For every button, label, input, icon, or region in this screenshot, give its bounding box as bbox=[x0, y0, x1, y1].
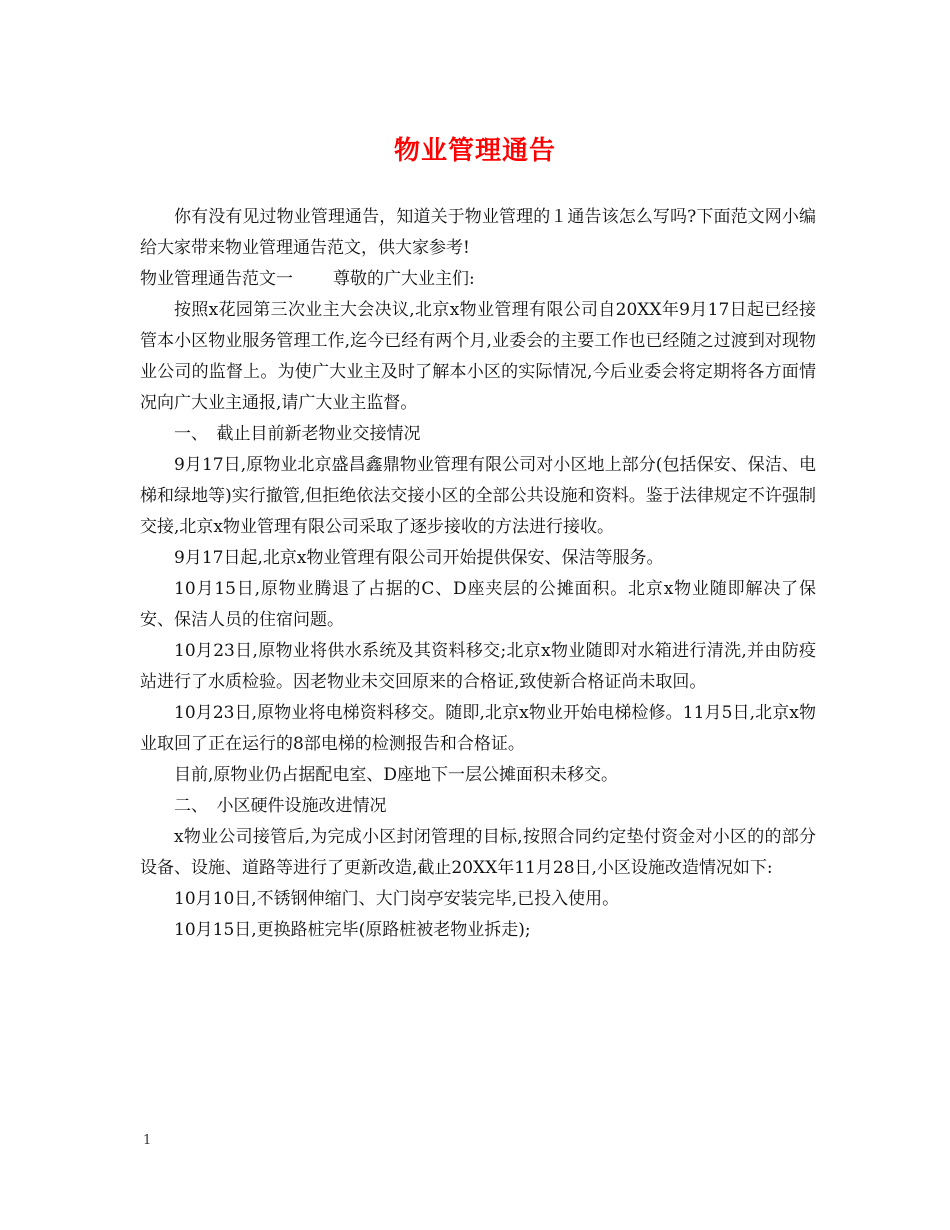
paragraph: 10月15日,更换路桩完毕(原路桩被老物业拆走); bbox=[174, 920, 531, 940]
paragraph: 9月17日,原物业北京盛昌鑫鼎物业管理有限公司对小区地上部分(包括保安、保洁、电梯和绿地等)实行撤管,但拒绝依法交接小区的全部公共设施和资料。鉴于法律规定不许强制交接,北京x物业管理有限公司采取了逐步接收的方法进行接收。 bbox=[140, 455, 816, 537]
section-heading: 二、 小区硬件设施改进情况 bbox=[174, 796, 387, 816]
page-title: 物业管理通告 bbox=[393, 136, 556, 166]
paragraph: 10月10日,不锈钢伸缩门、大门岗亭安装完毕,已投入使用。 bbox=[174, 889, 620, 909]
salutation: 尊敬的广大业主们: bbox=[333, 269, 475, 289]
page-number: 1 bbox=[143, 1133, 152, 1148]
paragraph: 10月23日,原物业将供水系统及其资料移交;北京x物业随即对水箱进行清洗,并由防疫站进行了水质检验。因老物业未交回原来的合格证,致使新合格证尚未取回。 bbox=[140, 641, 816, 692]
sample-heading-line bbox=[140, 264, 816, 295]
document-body bbox=[140, 202, 816, 946]
sample-heading: 物业管理通告范文一 bbox=[140, 269, 293, 289]
paragraph: 10月23日,原物业将电梯资料移交。随即,北京x物业开始电梯检修。11月5日,北京x物业取回了正在运行的8部电梯的检测报告和合格证。 bbox=[140, 703, 816, 754]
paragraph: 按照x花园第三次业主大会决议,北京x物业管理有限公司自20XX年9月17日起已经接管本小区物业服务管理工作,迄今已经有两个月,业委会的主要工作也已经随之过渡到对现物业公司的监督上。为使广大业主及时了解本小区的实际情况,今后业委会将定期将各方面情况向广大业主通报,请广大业主监督。 bbox=[140, 300, 816, 413]
paragraph: x物业公司接管后,为完成小区封闭管理的目标,按照合同约定垫付资金对小区的的部分设备、设施、道路等进行了更新改造,截止20XX年11月28日,小区设施改造情况如下: bbox=[140, 827, 816, 878]
paragraph: 10月15日,原物业腾退了占据的C、D座夹层的公摊面积。北京x物业随即解决了保安、保洁人员的住宿问题。 bbox=[140, 579, 816, 630]
paragraph: 目前,原物业仍占据配电室、D座地下一层公摊面积未移交。 bbox=[174, 765, 619, 785]
paragraph: 9月17日起,北京x物业管理有限公司开始提供保安、保洁等服务。 bbox=[174, 548, 664, 568]
section-heading: 一、 截止目前新老物业交接情况 bbox=[174, 424, 421, 444]
intro-paragraph: 你有没有见过物业管理通告，知道关于物业管理的１通告该怎么写吗?下面范文网小编给大家带来物业管理通告范文，供大家参考! bbox=[140, 207, 816, 258]
